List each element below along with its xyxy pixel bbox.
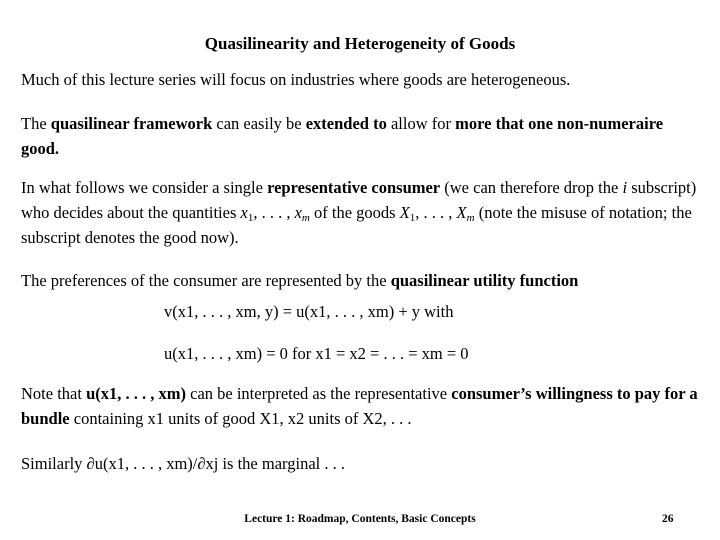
paragraph-representative-consumer: In what follows we consider a single representative consumer (we can therefore drop the i subscript) who decides about the quantities $x_1$, . . . , $x_m$ of the goods $X_1$, . . . , $X_m$ (note the misuse of notation; the subscript denotes the good now).	[21, 178, 697, 247]
footer-lecture-title: Lecture 1: Roadmap, Contents, Basic Concepts	[244, 513, 476, 525]
paragraph-marginal: Similarly ∂u(x1, . . . , xm)/∂xj is the marginal . . .	[21, 454, 345, 473]
paragraph-quasilinear: The quasilinear framework can easily be extended to allow for more that one non-numeraire good.	[21, 114, 664, 158]
paragraph-intro: Much of this lecture series will focus on industries where goods are heterogeneous.	[21, 70, 571, 89]
slide-title: Quasilinearity and Heterogeneity of Goods	[204, 34, 516, 53]
equation-normalization: u(x1, . . . , xm) = 0 for x1 = x2 = . . . = xm = 0	[164, 344, 469, 363]
paragraph-preferences: The preferences of the consumer are represented by the quasilinear utility function	[21, 271, 579, 290]
equation-utility: v(x1, . . . , xm, y) = u(x1, . . . , xm) + y with	[164, 302, 454, 321]
page-number: 26	[662, 513, 674, 525]
paragraph-willingness-to-pay: Note that u(x1, . . . , xm) can be interpreted as the representative consumer’s willingness to pay for a bundle containing x1 units of good X1, x2 units of X2, . . .	[21, 384, 698, 428]
